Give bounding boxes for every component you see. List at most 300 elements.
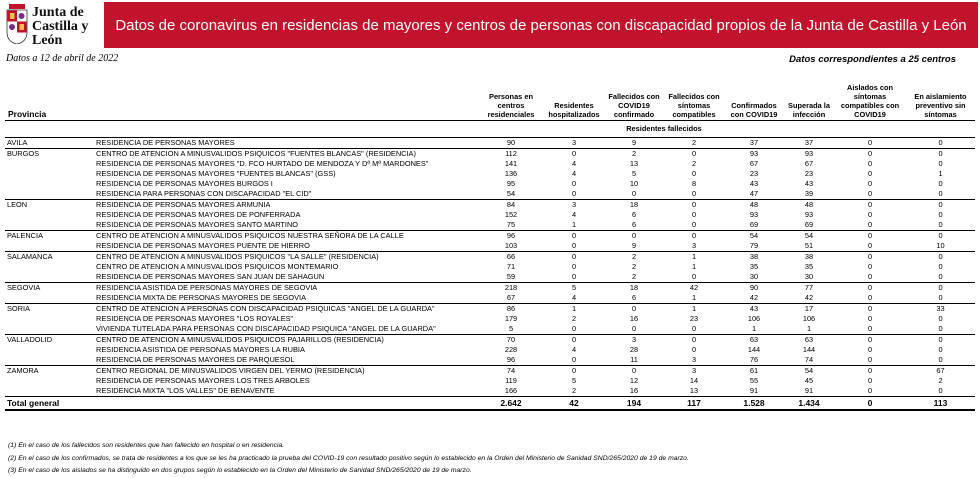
header-fallecidos-sintomas: Fallecidos con síntomas compatibles [664,76,724,121]
value-cell: 0 [571,324,577,333]
center-name-cell: RESIDENCIA DE PERSONAS MAYORES DE PONFERRADA [96,210,301,219]
value-cell: 2 [571,386,577,395]
province-cell [5,220,90,231]
value-cell: 0 [867,345,873,354]
value-cell: 2 [631,262,637,271]
value-cell: 43 [804,179,814,188]
value-cell: 0 [604,366,664,377]
value-cell: 0 [571,179,577,188]
value-cell: 11 [630,355,638,364]
value-cell: 136 [504,169,518,178]
value-cell: 5 [571,376,577,385]
value-cell: 76 [749,355,759,364]
value-cell: 0 [544,231,604,242]
value-cell: 14 [689,376,699,385]
value-cell: 18 [604,200,664,211]
value-cell: 0 [867,189,873,198]
value-cell: 144 [802,345,816,354]
value-cell: 10 [936,241,945,250]
centers-label: Datos correspondientes a 25 centros [789,54,956,65]
value-cell: 0 [834,200,906,211]
province-cell: ZAMORA [5,366,90,377]
table-row [5,366,975,377]
value-cell: 63 [784,335,834,346]
value-cell: 6 [631,293,637,302]
value-cell: 0 [906,252,975,263]
value-cell: 37 [784,138,834,149]
value-cell: 0 [834,304,906,315]
table-row [5,138,975,149]
value-cell: 4 [571,210,577,219]
value-cell: 86 [478,304,544,315]
value-cell: 0 [867,179,873,188]
province-cell [5,262,90,272]
value-cell: 0 [631,189,637,198]
value-cell: 28 [629,345,639,354]
value-cell: 2 [938,376,943,385]
value-cell: 35 [804,262,814,271]
value-cell: 96 [478,231,544,242]
value-cell: 1 [664,304,724,315]
value-cell: 0 [938,386,943,395]
value-cell: 3 [544,138,604,149]
value-cell: 0 [664,149,724,160]
value-cell: 38 [724,252,784,263]
value-cell: 112 [478,149,544,160]
value-cell: 4 [571,293,577,302]
value-cell: 96 [506,355,516,364]
value-cell: 1 [751,324,757,333]
value-cell: 4 [571,169,577,178]
center-name-cell: RESIDENCIA PARA PERSONAS CON DISCAPACIDAD "EL CID" [96,189,312,198]
junta-logo [4,2,104,50]
value-cell: 0 [664,200,724,211]
center-name-cell: RESIDENCIA DE PERSONAS MAYORES PUENTE DE HIERRO [96,241,310,250]
value-cell: 93 [724,149,784,160]
value-cell: 42 [804,293,814,302]
value-cell: 0 [664,231,724,242]
province-cell [5,169,90,179]
value-cell: 23 [749,169,759,178]
value-cell: 0 [691,210,697,219]
value-cell: 8 [691,179,697,188]
value-cell: 43 [749,179,759,188]
value-cell: 23 [689,314,699,323]
value-cell: 10 [629,179,639,188]
value-cell: 42 [749,293,759,302]
value-cell: 0 [544,335,604,346]
value-cell: 42 [664,283,724,294]
center-name-cell: RESIDENCIA DE PERSONAS MAYORES SAN JUAN DE SAHAGUN [96,272,325,281]
table-row [5,355,975,366]
table-row [5,262,975,272]
value-cell: 13 [689,386,699,395]
value-cell: 69 [749,220,759,229]
footnote-3: (3) En el caso de los aislados se ha distinguido en dos grupos según lo establecido en la Orden del Ministerio de Sanidad SND/265/2020 de 19 de marzo. [8,467,472,474]
value-cell: 23 [804,169,814,178]
province-cell: LEON [5,200,90,211]
value-cell: 0 [906,138,975,149]
table-row [5,200,975,211]
province-cell [5,324,90,335]
footnote-1: (1) En el caso de los fallecidos son residentes que han fallecido en hospital o en residencia. [8,442,285,449]
center-name-cell: RESIDENCIA DE PERSONAS MAYORES [90,138,478,149]
center-name-cell: CENTRO DE ATENCION A MINUSVALIDOS PSIQUICOS PAJARILLOS (RESIDENCIA) [90,335,478,346]
value-cell: 0 [834,335,906,346]
table-body [5,138,975,411]
value-cell: 3 [691,355,697,364]
value-cell: 0 [544,149,604,160]
value-cell: 2 [631,272,637,281]
footnotes [8,440,689,478]
value-cell: 91 [749,386,759,395]
value-cell: 119 [505,376,517,385]
value-cell: 9 [604,138,664,149]
value-cell: 0 [867,220,873,229]
value-cell: 106 [802,314,816,323]
value-cell: 0 [906,283,975,294]
table-row [5,314,975,324]
value-cell: 9 [631,241,637,250]
value-cell: 0 [571,189,577,198]
value-cell: 0 [571,241,577,250]
center-name-cell: CENTRO DE ATENCION A MINUSVALIDOS PSIQUICOS MONTEMARIO [96,262,339,271]
value-cell: 0 [867,324,873,333]
center-name-cell: RESIDENCIA DE PERSONAS MAYORES "D. FCO HURTADO DE MENDOZA Y Dª Mª MARDONES" [96,159,429,168]
total-spacer [90,397,478,411]
value-cell: 0 [938,272,943,281]
value-cell: 33 [906,304,975,315]
center-name-cell: RESIDENCIA DE PERSONAS MAYORES DE PARQUESOL [96,355,295,364]
value-cell: 48 [784,200,834,211]
value-cell: 0 [691,169,697,178]
value-cell: 3 [691,241,697,250]
value-cell: 61 [724,366,784,377]
value-cell: 0 [938,210,943,219]
table-header-row [5,76,975,121]
center-name-cell: RESIDENCIA DE PERSONAS MAYORES SANTO MARTINO [96,220,299,229]
province-cell [5,241,90,252]
value-cell: 6 [631,210,637,219]
table-row [5,159,975,169]
value-cell: 91 [804,386,814,395]
header-personas: Personas en centros residenciales [478,76,544,121]
value-cell: 0 [938,189,943,198]
value-cell: 0 [834,283,906,294]
province-cell: SALAMANCA [5,252,90,263]
center-name-cell: RESIDENCIA DE PERSONAS MAYORES LOS TRES ARBOLES [96,376,310,385]
value-cell: 141 [504,159,518,168]
table-row [5,345,975,355]
value-cell: 38 [784,252,834,263]
value-cell: 0 [834,366,906,377]
value-cell: 4 [571,159,577,168]
value-cell: 54 [724,231,784,242]
value-cell: 0 [691,345,697,354]
value-cell: 3 [544,200,604,211]
header-superada: Superada la infección [784,76,834,121]
center-name-cell: VIVIENDA TUTELADA PARA PERSONAS CON DISCAPACIDAD PSIQUICA "ANGEL DE LA GUARDA" [96,324,436,333]
value-cell: 70 [478,335,544,346]
total-row [5,397,975,411]
value-cell: 2 [604,252,664,263]
total-value-cell: 1.434 [784,397,834,411]
table-row [5,149,975,160]
province-cell [5,293,90,304]
province-cell: BURGOS [5,149,90,160]
value-cell: 0 [867,272,873,281]
subheader-fallecidos: Residentes fallecidos [626,124,702,133]
value-cell: 0 [867,169,873,178]
value-cell: 48 [724,200,784,211]
residences-table [5,76,975,411]
total-value-cell: 42 [544,397,604,411]
table-row [5,169,975,179]
value-cell: 90 [724,283,784,294]
total-value-cell: 0 [834,397,906,411]
center-name-cell: CENTRO DE ATENCION A MINUSVALIDOS PSIQUICOS "FUENTES BLANCAS" (RESIDENCIA) [90,149,478,160]
province-cell [5,355,90,366]
page-title-banner [104,2,978,48]
table-row [5,241,975,252]
province-cell: PALENCIA [5,231,90,242]
total-value-cell: 1.528 [724,397,784,411]
value-cell: 1 [691,293,697,302]
table-row [5,293,975,304]
subheader-row [5,121,975,138]
total-label: Total general [5,397,90,411]
value-cell: 4 [571,345,577,354]
value-cell: 0 [834,231,906,242]
value-cell: 0 [867,376,873,385]
value-cell: 2 [691,159,697,168]
value-cell: 0 [938,324,943,333]
value-cell: 152 [504,210,518,219]
value-cell: 51 [804,241,814,250]
center-name-cell: RESIDENCIA MIXTA "LOS VALLES" DE BENAVENTE [96,386,275,395]
total-value-cell: 194 [604,397,664,411]
logo-line-1: Junta de [32,5,84,20]
value-cell: 93 [784,149,834,160]
table-row [5,210,975,220]
value-cell: 1 [571,220,577,229]
value-cell: 0 [938,159,943,168]
province-cell: AVILA [5,138,90,149]
value-cell: 0 [867,210,873,219]
value-cell: 0 [938,262,943,271]
center-name-cell: CENTRO DE ATENCION A MINUSVALIDOS PSIQUICOS NUESTRA SEÑORA DE LA CALLE [90,231,478,242]
table-row [5,386,975,397]
value-cell: 93 [749,210,759,219]
value-cell: 6 [631,220,637,229]
value-cell: 45 [804,376,814,385]
table-row [5,220,975,231]
value-cell: 67 [506,293,516,302]
value-cell: 79 [749,241,759,250]
table-row [5,252,975,263]
table-row [5,189,975,200]
value-cell: 0 [867,241,873,250]
value-cell: 0 [938,179,943,188]
value-cell: 166 [504,386,518,395]
value-cell: 0 [906,200,975,211]
center-name-cell: CENTRO REGIONAL DE MINUSVALIDOS VIRGEN DEL YERMO (RESIDENCIA) [90,366,478,377]
value-cell: 30 [749,272,759,281]
value-cell: 0 [906,335,975,346]
value-cell: 0 [834,138,906,149]
value-cell: 3 [604,335,664,346]
center-name-cell: RESIDENCIA DE PERSONAS MAYORES ARMUNIA [90,200,478,211]
value-cell: 54 [506,189,516,198]
value-cell: 1 [691,262,697,271]
value-cell: 77 [784,283,834,294]
value-cell: 103 [504,241,518,250]
value-cell: 0 [691,220,697,229]
value-cell: 75 [506,220,516,229]
province-cell [5,314,90,324]
table-row [5,272,975,283]
logo-line-2: Castilla y León [32,19,89,48]
value-cell: 54 [784,366,834,377]
value-cell: 95 [506,179,516,188]
value-cell: 30 [804,272,814,281]
value-cell: 17 [784,304,834,315]
value-cell: 47 [749,189,759,198]
value-cell: 66 [478,252,544,263]
value-cell: 1 [664,252,724,263]
value-cell: 0 [604,231,664,242]
header-confirmados: Confirmados con COVID19 [724,76,784,121]
value-cell: 0 [906,149,975,160]
value-cell: 63 [724,335,784,346]
value-cell: 84 [478,200,544,211]
value-cell: 67 [749,159,759,168]
value-cell: 0 [691,189,697,198]
value-cell: 13 [629,159,639,168]
value-cell: 0 [664,335,724,346]
value-cell: 0 [834,252,906,263]
value-cell: 228 [504,345,518,354]
province-cell [5,272,90,283]
value-cell: 93 [804,210,814,219]
table-row [5,304,975,315]
table-row [5,179,975,189]
center-name-cell: RESIDENCIA ASISTIDA DE PERSONAS MAYORES DE SEGOVIA [90,283,478,294]
center-name-cell: RESIDENCIA DE PERSONAS MAYORES BURGOS I [96,179,273,188]
table-row [5,335,975,346]
center-name-cell: RESIDENCIA MIXTA DE PERSONAS MAYORES DE SEGOVIA [96,293,306,302]
value-cell: 3 [664,366,724,377]
value-cell: 0 [867,314,873,323]
center-name-cell: RESIDENCIA DE PERSONAS MAYORES "FUENTES BLANCAS" (GSS) [96,169,336,178]
value-cell: 55 [749,376,759,385]
value-cell: 5 [631,169,637,178]
value-cell: 0 [544,366,604,377]
value-cell: 2 [571,314,577,323]
value-cell: 0 [631,324,637,333]
value-cell: 179 [504,314,518,323]
value-cell: 0 [571,355,577,364]
value-cell: 0 [938,345,943,354]
center-name-cell: CENTRO DE ATENCION A MINUSVALIDOS PSIQUICOS "LA SALLE" (RESIDENCIA) [90,252,478,263]
table-row [5,283,975,294]
value-cell: 106 [747,314,761,323]
center-name-cell: RESIDENCIA DE PERSONAS MAYORES "LOS ROYALES" [96,314,294,323]
value-cell: 74 [478,366,544,377]
table-row [5,231,975,242]
table-row [5,324,975,335]
province-cell [5,376,90,386]
province-cell [5,345,90,355]
value-cell: 0 [571,262,577,271]
value-cell: 2 [664,138,724,149]
header-fallecidos-confirmado: Fallecidos con COVID19 confirmado [604,76,664,121]
value-cell: 0 [604,304,664,315]
value-cell: 0 [691,272,697,281]
value-cell: 12 [629,376,639,385]
province-cell: SEGOVIA [5,283,90,294]
value-cell: 1 [938,169,943,178]
value-cell: 5 [508,324,514,333]
value-cell: 18 [604,283,664,294]
value-cell: 0 [544,252,604,263]
value-cell: 0 [834,149,906,160]
value-cell: 0 [867,293,873,302]
value-cell: 0 [867,262,873,271]
value-cell: 39 [804,189,814,198]
province-cell [5,179,90,189]
value-cell: 16 [629,386,639,395]
value-cell: 74 [804,355,814,364]
province-cell: SORIA [5,304,90,315]
value-cell: 0 [938,355,943,364]
value-cell: 71 [506,262,516,271]
value-cell: 218 [478,283,544,294]
value-cell: 0 [938,220,943,229]
header-spacer [90,76,478,121]
value-cell: 0 [867,355,873,364]
coat-of-arms-icon [6,4,28,44]
header-aislamiento: En aislamiento preventivo sin síntomas [906,76,975,121]
footnote-2: (2) En el caso de los confirmados, se trata de residentes a los que se les ha practicado la prueba del COVID-19 con resultado positivo según lo establecido en la Orden del Ministerio de Sanidad SND/265/2020 de 19 de marzo. [8,454,689,462]
value-cell: 0 [906,231,975,242]
table-row [5,376,975,386]
total-value-cell: 117 [664,397,724,411]
date-label: Datos a 12 de abril de 2022 [6,53,119,64]
value-cell: 35 [749,262,759,271]
province-cell: VALLADOLID [5,335,90,346]
value-cell: 0 [938,314,943,323]
header-aislados-sintomas: Aislados con síntomas compatibles con COVID19 [834,76,906,121]
value-cell: 1 [806,324,812,333]
total-value-cell: 2.642 [478,397,544,411]
value-cell: 54 [784,231,834,242]
total-value-cell: 113 [906,397,975,411]
value-cell: 2 [604,149,664,160]
page-title: Datos de coronavirus en residencias de mayores y centros de personas con discapacidad propios de la Junta de Castilla y León [115,16,967,34]
center-name-cell: CENTRO DE ATENCION A PERSONAS CON DISCAPACIDAD PSIQUICAS "ANGEL DE LA GUARDA" [90,304,478,315]
province-cell [5,159,90,169]
value-cell: 16 [629,314,639,323]
value-cell: 67 [804,159,814,168]
value-cell: 1 [544,304,604,315]
value-cell: 5 [544,283,604,294]
value-cell: 144 [747,345,761,354]
value-cell: 37 [724,138,784,149]
province-cell [5,386,90,397]
province-cell [5,210,90,220]
header-provincia: Provincia [5,76,90,121]
